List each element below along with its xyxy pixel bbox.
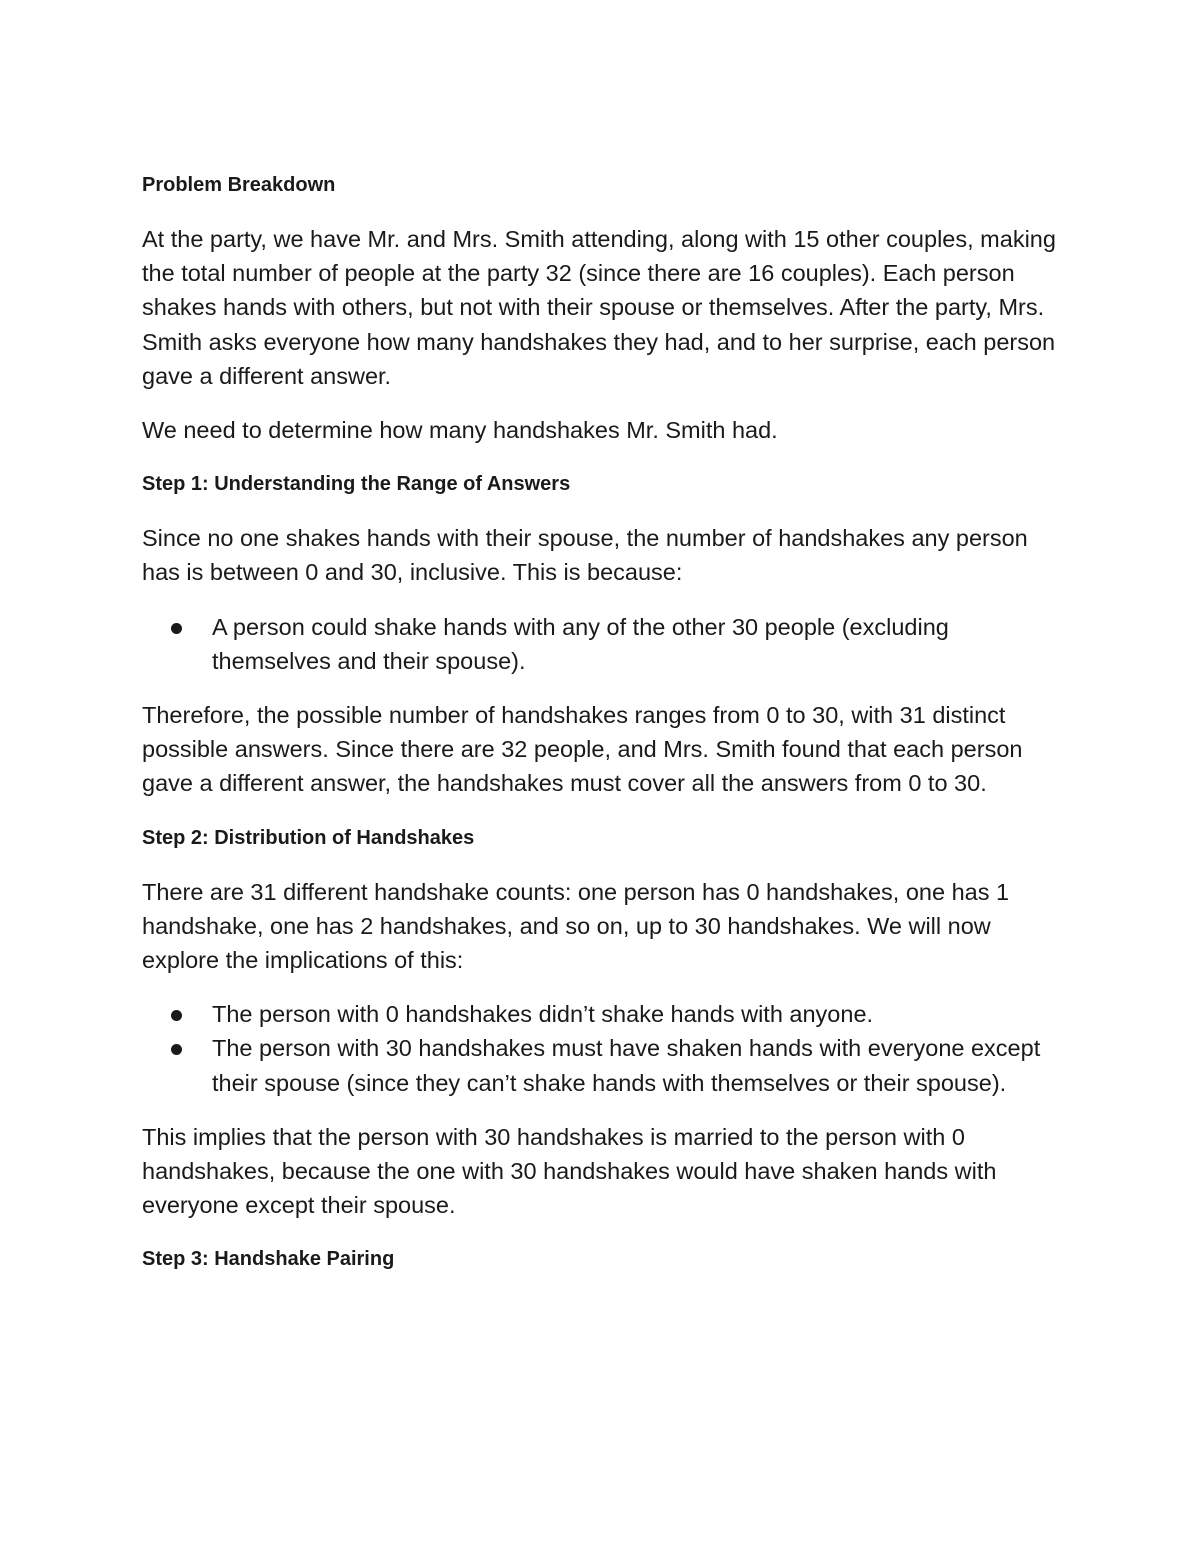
step1-heading: Step 1: Understanding the Range of Answers xyxy=(142,473,571,496)
step3-heading: Step 3: Handshake Pairing xyxy=(142,1248,395,1271)
bullet-icon xyxy=(171,1010,182,1021)
list-item-text: A person could shake hands with any of the other 30 people (excluding themselves and their spouse). xyxy=(212,613,949,674)
list-item xyxy=(142,1031,1072,1099)
step2-paragraph-1: There are 31 different handshake counts: one person has 0 handshakes, one has 1 handshake, one has 2 handshakes, and so on, up to 30 handshakes. We will now explore the implications of this: xyxy=(142,878,1010,974)
list-item xyxy=(142,610,1072,678)
step1-bullet-list xyxy=(142,610,1072,678)
goal-paragraph: We need to determine how many handshakes Mr. Smith had. xyxy=(142,417,778,444)
intro-paragraph: At the party, we have Mr. and Mrs. Smith attending, along with 15 other couples, making the total number of people at the party 32 (since there are 16 couples). Each person shakes hands with others, but not with their spouse or themselves. After the party, Mrs. Smith asks everyone how many handshakes they had, and to her surprise, each person gave a different answer. xyxy=(142,226,1056,389)
step2-paragraph-2: This implies that the person with 30 handshakes is married to the person with 0 handshakes, because the one with 30 handshakes would have shaken hands with everyone except their spouse. xyxy=(142,1123,997,1219)
list-item-text: The person with 0 handshakes didn’t shake hands with anyone. xyxy=(212,1001,874,1028)
list-item xyxy=(142,997,1072,1031)
step1-paragraph-1: Since no one shakes hands with their spouse, the number of handshakes any person has is between 0 and 30, inclusive. This is because: xyxy=(142,525,1028,586)
bullet-icon xyxy=(171,1044,182,1055)
document-page xyxy=(142,168,1072,1296)
bullet-icon xyxy=(171,623,182,634)
step1-paragraph-2: Therefore, the possible number of handshakes ranges from 0 to 30, with 31 distinct possible answers. Since there are 32 people, and Mrs. Smith found that each person gave a different answer, the handshakes must cover all the answers from 0 to 30. xyxy=(142,702,1023,797)
step2-bullet-list xyxy=(142,997,1072,1100)
document-title: Problem Breakdown xyxy=(142,174,336,196)
list-item-text: The person with 30 handshakes must have shaken hands with everyone except their spouse (since they can’t shake hands with themselves or their spouse). xyxy=(212,1035,1041,1096)
step2-heading: Step 2: Distribution of Handshakes xyxy=(142,826,475,849)
